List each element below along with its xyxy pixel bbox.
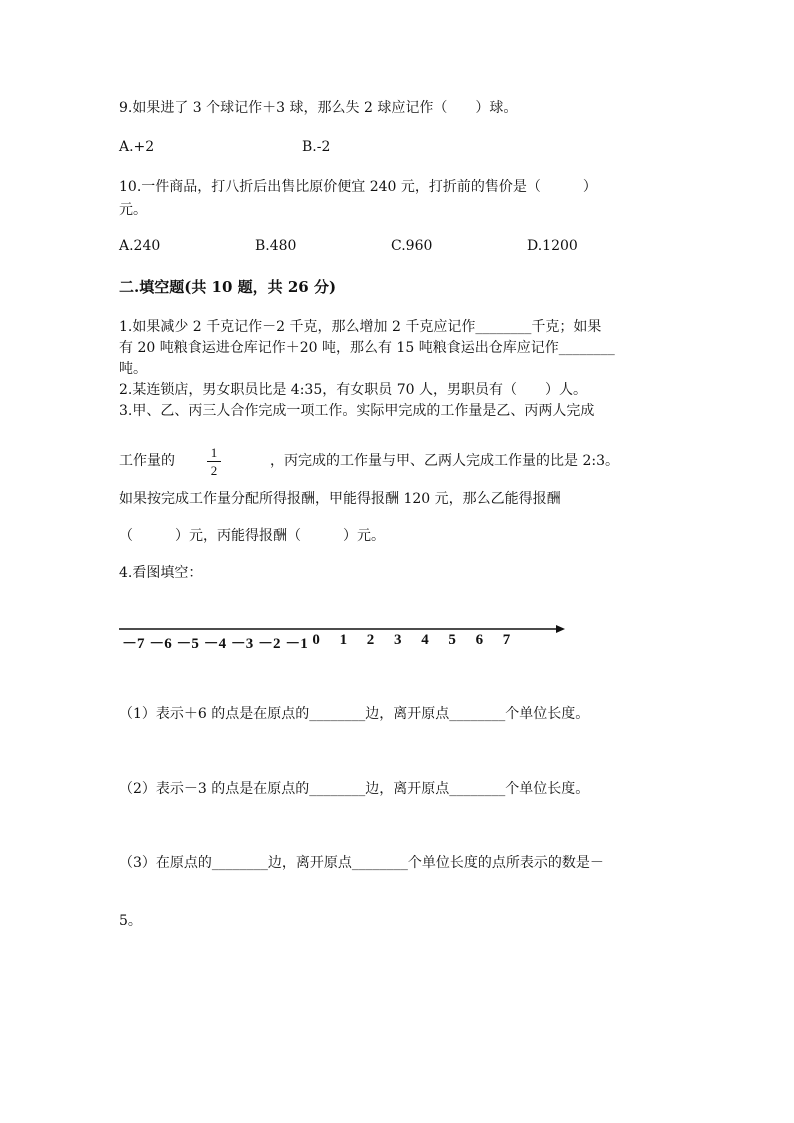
number-line-label: －6 [149,636,172,652]
number-line-label: 4 [421,632,429,648]
number-line-label: －7 [122,636,145,652]
fill-1-line2: 有 20 吨粮食运进仓库记作＋20 吨，那么有 15 吨粮食运出仓库应记作________ [119,340,615,356]
number-line-label: 6 [475,632,484,648]
question-10-option-b: B.480 [255,238,297,254]
question-10-stem-line1: 10.一件商品，打八折后出售比原价便宜 240 元，打折前的售价是（ ） [119,179,597,195]
fill-4-sub3-line1: （3）在原点的________边，离开原点________个单位长度的点所表示的数是－ [119,855,604,871]
number-line-label: －3 [230,636,254,652]
question-9-option-a: A.+2 [119,139,155,155]
question-10-option-c: C.960 [391,238,433,254]
fill-4-sub3-line2: 5。 [119,913,142,929]
question-9-stem: 9.如果进了 3 个球记作＋3 球，那么失 2 球应记作（ ）球。 [119,100,518,116]
fraction-numerator: 1 [210,445,218,460]
number-line-label: 0 [312,632,320,648]
number-line-label: 7 [502,632,511,648]
fill-4-sub1: （1）表示＋6 的点是在原点的________边，离开原点________个单位长度。 [119,706,590,722]
fill-3-line1: 3.甲、乙、丙三人合作完成一项工作。实际甲完成的工作量是乙、丙两人完成 [119,403,595,419]
fill-2-text: 2.某连锁店，男女职员比是 4:35，有女职员 70 人，男职员有（ ）人。 [119,382,587,398]
fill-4-title: 4.看图填空： [119,565,203,581]
number-line-label: －5 [176,636,199,652]
right-arrow-icon [556,625,565,633]
number-line-label: 2 [366,632,375,648]
fill-3-line4: （ ）元，丙能得报酬（ ）元。 [119,528,385,544]
fraction-denominator: 2 [210,463,218,478]
number-line-label: 3 [394,632,402,648]
number-line-label: －1 [285,636,308,652]
fill-3-line2-suffix: ，丙完成的工作量与甲、乙两人完成工作量的比是 2:3。 [270,453,619,469]
number-line-label: －2 [258,636,281,652]
number-line-label: 5 [448,632,456,648]
question-10-option-d: D.1200 [527,238,578,254]
fill-1-line1: 1.如果减少 2 千克记作－2 千克，那么增加 2 千克应记作________千克；如果 [119,319,602,335]
number-line-label: －4 [203,636,227,652]
question-9-option-b: B.-2 [302,139,331,155]
fill-4-sub2: （2）表示－3 的点是在原点的________边，离开原点________个单位长度。 [119,781,590,797]
question-10-option-a: A.240 [119,238,161,254]
question-10-stem-line2: 元。 [119,202,147,218]
fill-1-line3: 吨。 [119,361,147,377]
number-line-label: 1 [339,632,348,648]
fill-3-line3: 如果按完成工作量分配所得报酬，甲能得报酬 120 元，那么乙能得报酬 [119,491,561,507]
fill-3-line2-prefix: 工作量的 [119,453,175,469]
section-title: 二.填空题(共 10 题，共 26 分) [119,278,337,296]
